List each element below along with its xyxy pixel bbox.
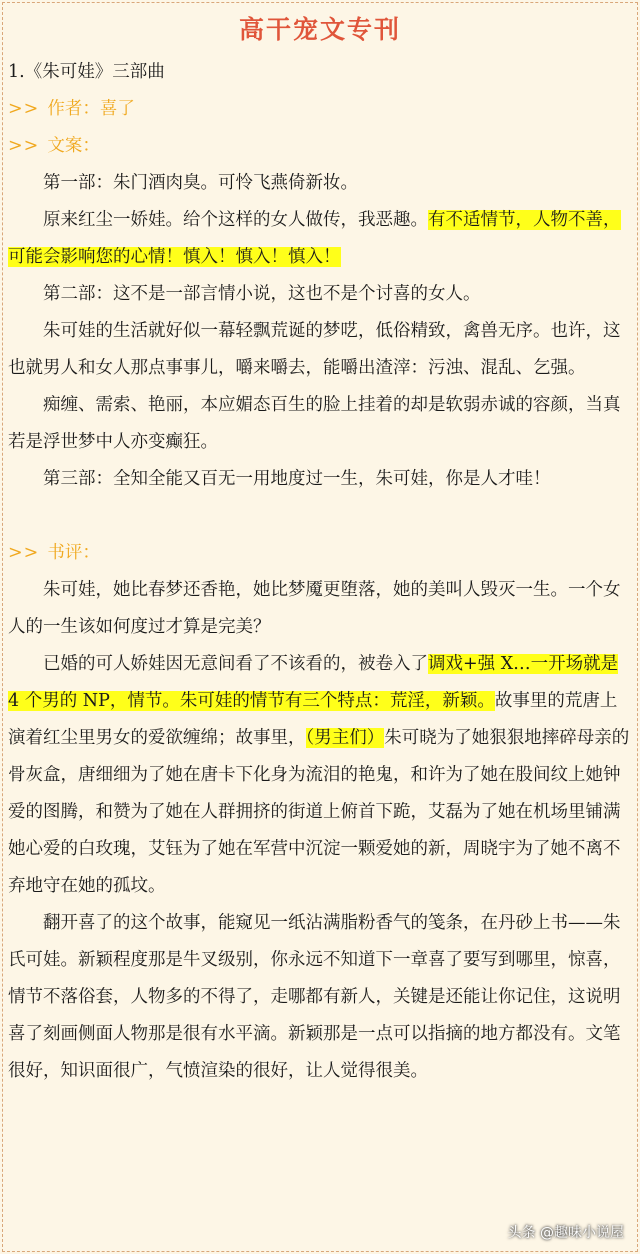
review-paragraph: 翻开喜了的这个故事，能窥见一纸沾满脂粉香气的笺条，在丹砂上书——朱氏可娃。新颖程度那是牛叉级别，你永远不知道下一章喜了要写到哪里，惊喜，情节不落俗套，人物多的不得了，走哪都有新人，关键是还能让你记住，这说明喜了刻画侧面人物那是很有水平滴。新颖那是一点可以指摘的地方都没有。文笔很好，知识面很广，气愤渲染的很好，让人觉得很美。 [8,913,621,1081]
section-review-label: 书评： [47,543,100,563]
review-text: 朱可晓为了她狠狠地摔碎母亲的骨灰盒，唐细细为了她在唐卡下化身为流泪的艳鬼，和许为了她在股间纹上她钟爱的图腾，和赞为了她在人群拥挤的街道上俯首下跪，艾磊为了她在机场里铺满她心爱的白玫瑰，艾钰为了她在军营中沉淀一颗爱她的新，周晓宇为了她不离不弃地守在她的孤坟。 [8,728,630,896]
section-author-label: 作者：喜了 [47,99,135,119]
review-paragraph: 朱可娃，她比春梦还香艳，她比梦魇更堕落，她的美叫人毁灭一生。一个女人的一生该如何度过才算是完美？ [8,580,621,637]
section-arrow-icon: >> [8,136,40,156]
synopsis-paragraph: 第一部：朱门酒肉臭。可怜飞燕倚新妆。 [43,173,358,193]
review-text: 已婚的可人娇娃因无意间看了不该看的，被卷入了 [43,654,428,674]
page-border [2,2,638,1252]
synopsis-paragraph: 朱可娃的生活就好似一幕轻飘荒诞的梦呓，低俗精致，禽兽无序。也许，这也就男人和女人那点事事儿，嚼来嚼去，能嚼出渣滓：污浊、混乱、乞强。 [8,321,621,378]
watermark: 头条 @趣味小说屋 [507,1225,624,1241]
section-synopsis-label: 文案： [47,136,100,156]
section-arrow-icon: >> [8,99,40,119]
warning-highlight: 有不适情节，人物不善，可能会影响您的心情！慎入！慎入！慎入！ [8,210,621,267]
synopsis-text: 原来红尘一娇娃。给个这样的女人做传，我恶趣。 [43,210,428,230]
page-title: 高干宠文专刊 [238,15,401,44]
synopsis-paragraph: 痴缠、需索、艳丽，本应媚态百生的脸上挂着的却是软弱赤诚的容颜，当真若是浮世梦中人亦变癫狂。 [8,395,621,452]
plot-highlight: 调戏+强 X…一开场就是 4 个男的 NP，情节。朱可娃的情节有三个特点：荒淫，新颖。 [8,654,619,711]
book-heading: 1.《朱可娃》三部曲 [8,62,165,82]
section-arrow-icon: >> [8,543,40,563]
male-leads-highlight: （男主们） [305,728,385,748]
synopsis-paragraph: 第二部：这不是一部言情小说，这也不是个讨喜的女人。 [43,284,481,304]
review-text: 故事里的荒唐上演着红尘里男女的爱欲缠绵；故事里， [8,691,618,748]
synopsis-paragraph: 第三部：全知全能又百无一用地度过一生，朱可娃，你是人才哇！ [43,469,551,489]
